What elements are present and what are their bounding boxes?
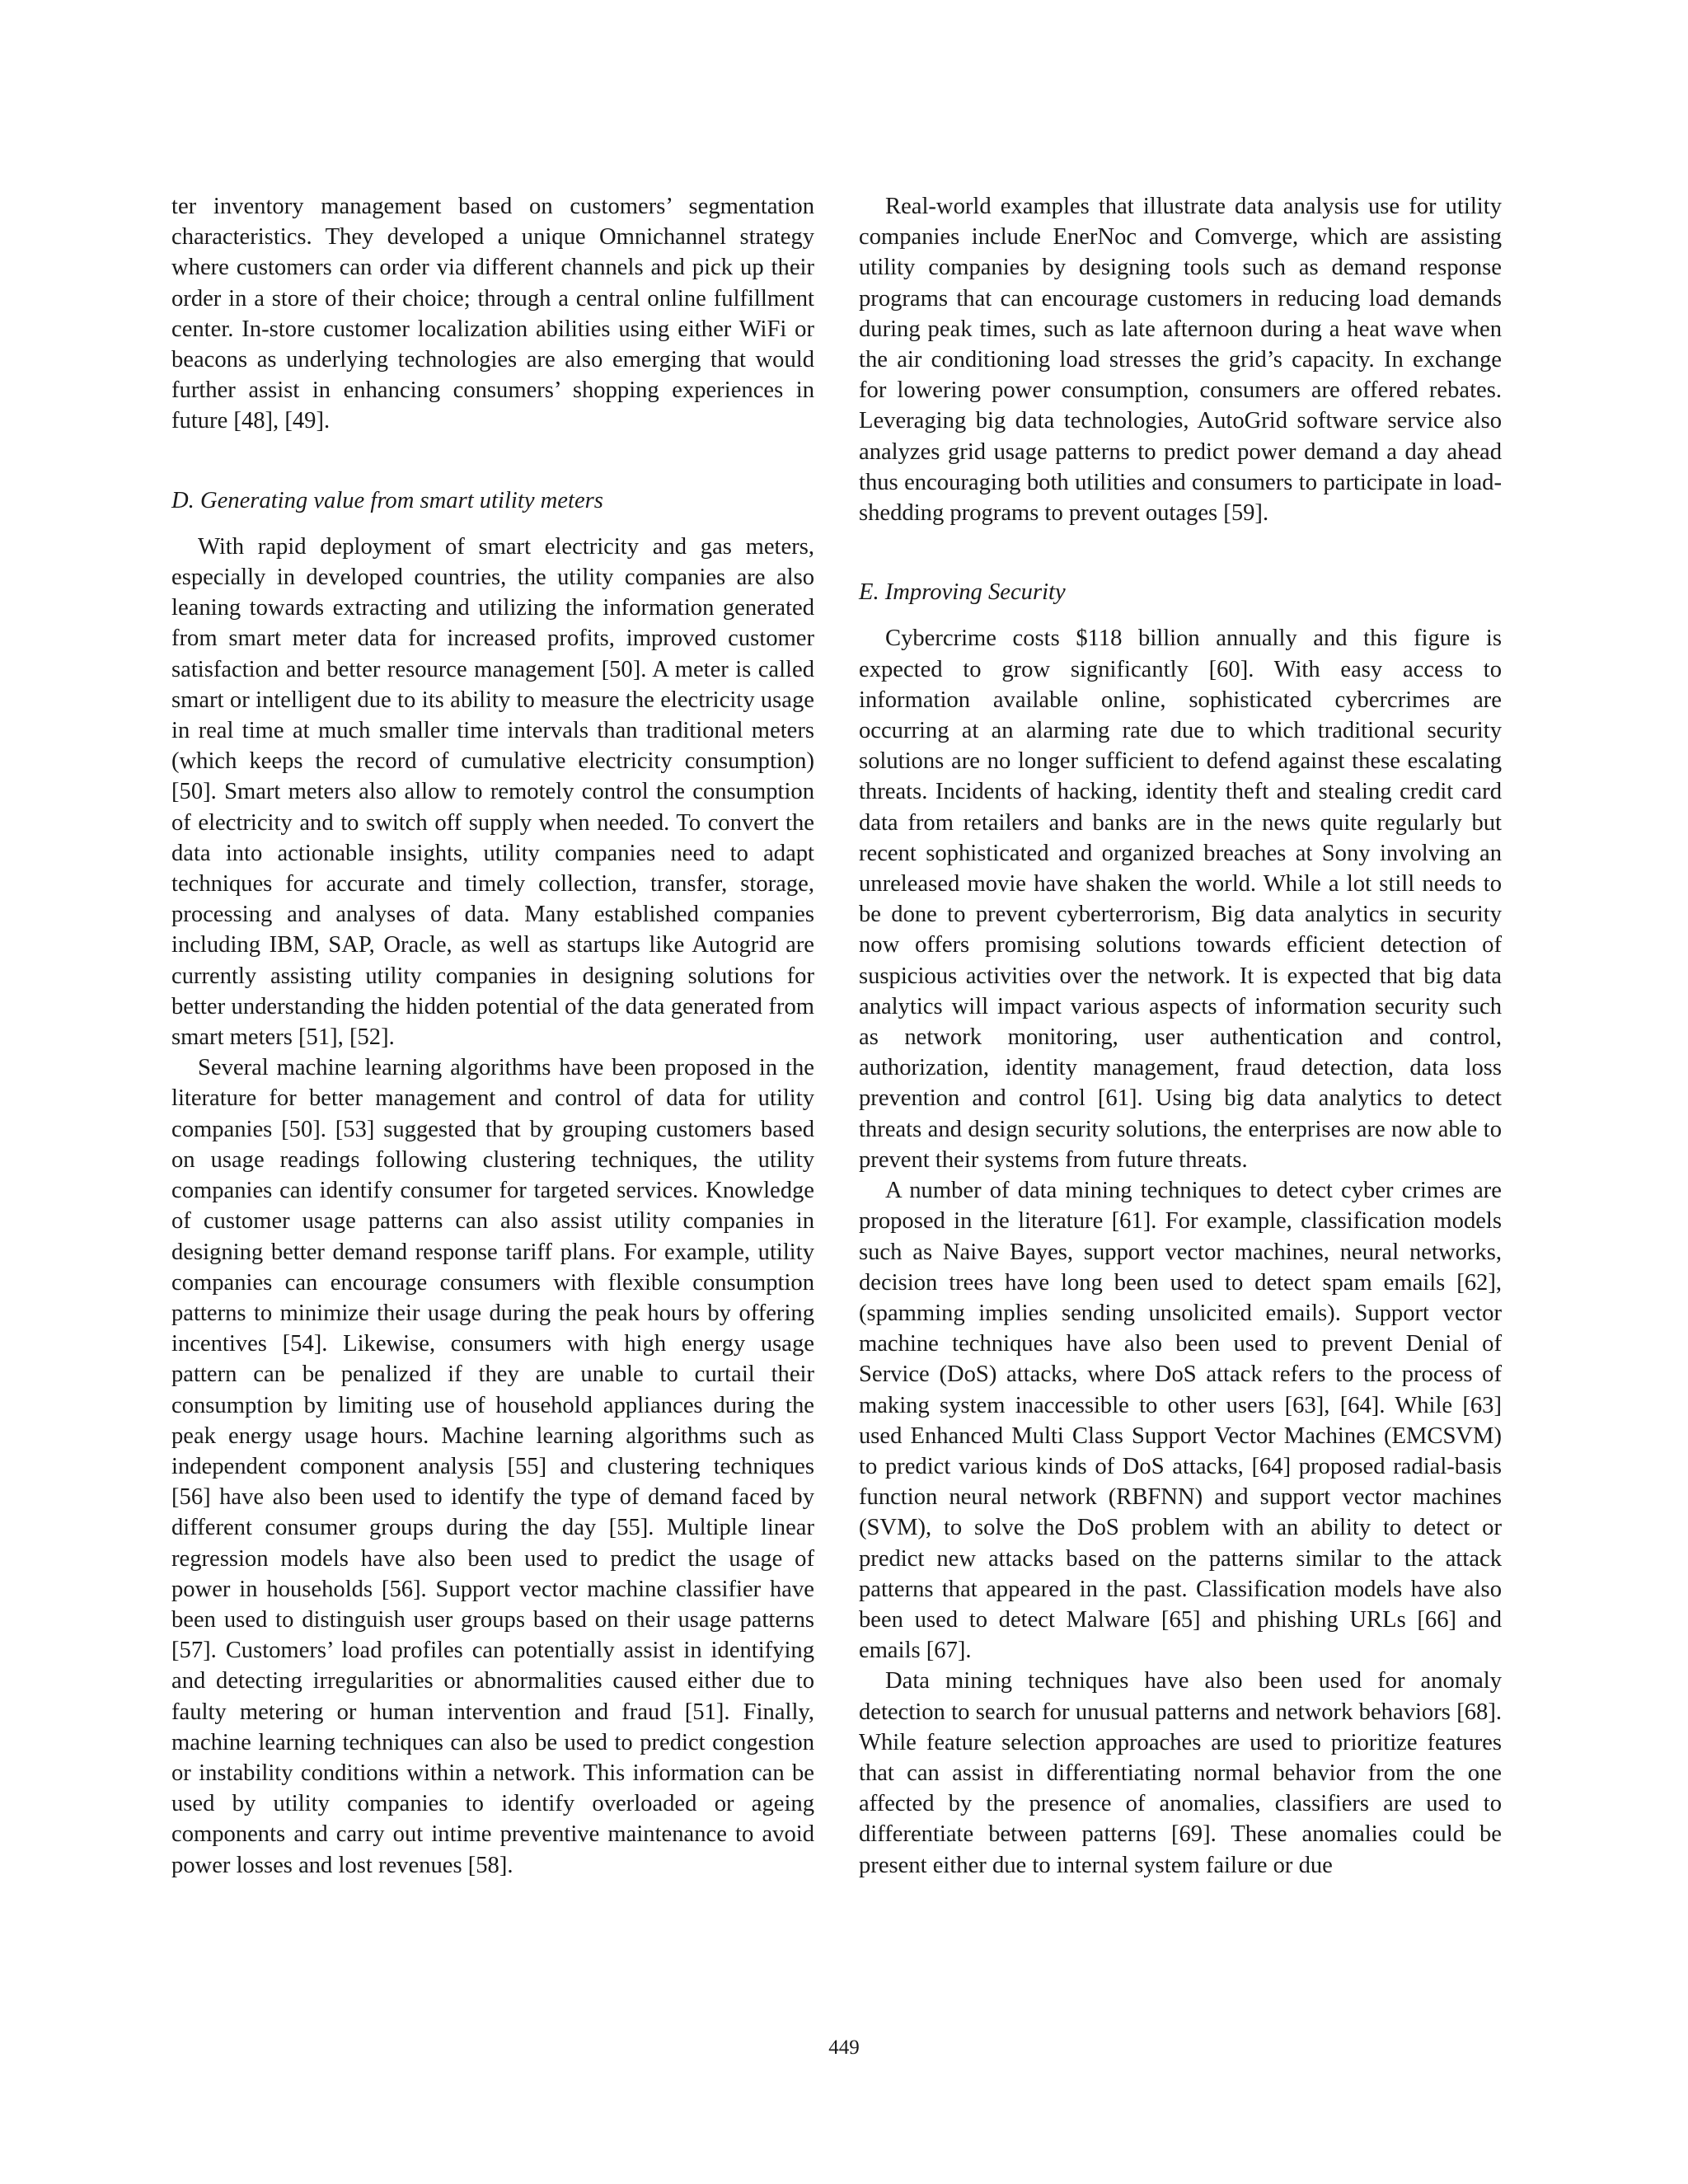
paragraph-realworld-examples: Real-world examples that illustrate data analysis use for utility companies include EnerNoc and Comverge, which are assisting utility companies by designing tools such as demand response programs that can encourage customers in reducing load demands during peak times, such as late afternoon during a heat wave when the air conditioning load stresses the grid’s capacity. In exchange for lowering power consumption, consumers are offered rebates. Leveraging big data technologies, AutoGrid software service also analyzes grid usage patterns to predict power demand a day ahead thus encouraging both utilities and consumers to participate in load-shedding programs to prevent outages [59]. [859, 194, 1502, 527]
section-e-heading: E. Improving Security [859, 579, 1066, 606]
section-d-paragraph-2: Several machine learning algorithms have been proposed in the literature for better management and control of data for utility companies [50]. [53] suggested that by grouping customers based on usage readings following clustering techniques, the utility companies can identify consumer for targeted services. Knowledge of customer usage patterns can also assist utility companies in designing better demand response tariff plans. For example, utility companies can encourage consumers with flexible consumption patterns to minimize their usage during the peak hours by offering incentives [54]. Likewise, consumers with high energy usage pattern can be penalized if they are unable to curtail their consumption by limiting use of household appliances during the peak energy usage hours. Machine learning algorithms such as independent component analysis [55] and clustering techniques [56] have also been used to identify the type of demand faced by different consumer groups during the day [55]. Multiple linear regression models have also been used to predict the usage of power in households [56]. Support vector machine classifier have been used to distinguish user groups based on their usage patterns [57]. Customers’ load profiles can potentially assist in identifying and detecting irregularities or abnormalities caused either due to faulty metering or human intervention and fraud [51]. Finally, machine learning techniques can also be used to predict congestion or instability conditions within a network. This information can be used by utility companies to identify overloaded or ageing components and carry out intime preventive maintenance to avoid power losses and lost revenues [58]. [171, 1055, 814, 1878]
section-e-paragraph-2: A number of data mining techniques to detect cyber crimes are proposed in the literature [61]. For example, classification models such as Naive Bayes, support vector machines, neural networks, decision trees have long been used to detect spam emails [62], (spamming implies sending unsolicited emails). Support vector machine techniques have also been used to prevent Denial of Service (DoS) attacks, where DoS attack refers to the process of making system inaccessible to other users [63], [64]. While [63] used Enhanced Multi Class Support Vector Machines (EMCSVM) to predict various kinds of DoS attacks, [64] proposed radial-basis function neural network (RBFNN) and support vector machines (SVM), to solve the DoS problem with an ability to detect or predict new attacks based on the patterns similar to the attack patterns that appeared in the past. Classification models have also been used to detect Malware [65] and phishing URLs [66] and emails [67]. [859, 1178, 1502, 1664]
section-e-paragraph-3: Data mining techniques have also been used for anomaly detection to search for unusual patterns and network behaviors [68]. While feature selection approaches are used to prioritize features that can assist in differentiating normal behavior from the one affected by the presence of anomalies, classifiers are used to differentiate between patterns [69]. These anomalies could be present either due to internal system failure or due [859, 1668, 1502, 1878]
right-column [859, 191, 1502, 1881]
section-d-paragraph-1: With rapid deployment of smart electricity and gas meters, especially in developed countries, the utility companies are also leaning towards extracting and utilizing the information generated from smart meter data for increased profits, improved customer satisfaction and better resource management [50]. A meter is called smart or intelligent due to its ability to measure the electricity usage in real time at much smaller time intervals than traditional meters (which keeps the record of cumulative electricity consumption) [50]. Smart meters also allow to remotely control the consumption of electricity and to switch off supply when needed. To convert the data into actionable insights, utility companies need to adapt techniques for accurate and timely collection, transfer, storage, processing and analyses of data. Many established companies including IBM, SAP, Oracle, as well as startups like Autogrid are currently assisting utility companies in designing solutions for better understanding the hidden potential of the data generated from smart meters [51], [52]. [171, 533, 814, 1051]
section-e-paragraph-1: Cybercrime costs $118 billion annually and this figure is expected to grow significantly [60]. With easy access to information available online, sophisticated cybercrimes are occurring at an alarming rate due to which traditional security solutions are no longer sufficient to defend against these escalating threats. Incidents of hacking, identity theft and stealing credit card data from retailers and banks are in the news quite regularly but recent sophisticated and organized breaches at Sony involving an unreleased movie have shaken the world. While a lot still needs to be done to prevent cyberterrorism, Big data analytics in security now offers promising solutions towards efficient detection of suspicious activities over the network. It is expected that big data analytics will impact various aspects of information security such as network monitoring, user authentication and control, authorization, identity management, fraud detection, data loss prevention and control [61]. Using big data analytics to detect threats and design security solutions, the enterprises are now able to prevent their systems from future threats. [859, 626, 1502, 1173]
section-d-heading: D. Generating value from smart utility meters [171, 487, 603, 513]
left-column [171, 191, 814, 1881]
paragraph-continued: ter inventory management based on customers’ segmentation characteristics. They developed a unique Omnichannel strategy where customers can order via different channels and pick up their order in a store of their choice; through a central online fulfillment center. In-store customer localization abilities using either WiFi or beacons as underlying technologies are also emerging that would further assist in enhancing consumers’ shopping experiences in future [48], [49]. [171, 194, 814, 434]
page-number: 449 [828, 2036, 860, 2059]
